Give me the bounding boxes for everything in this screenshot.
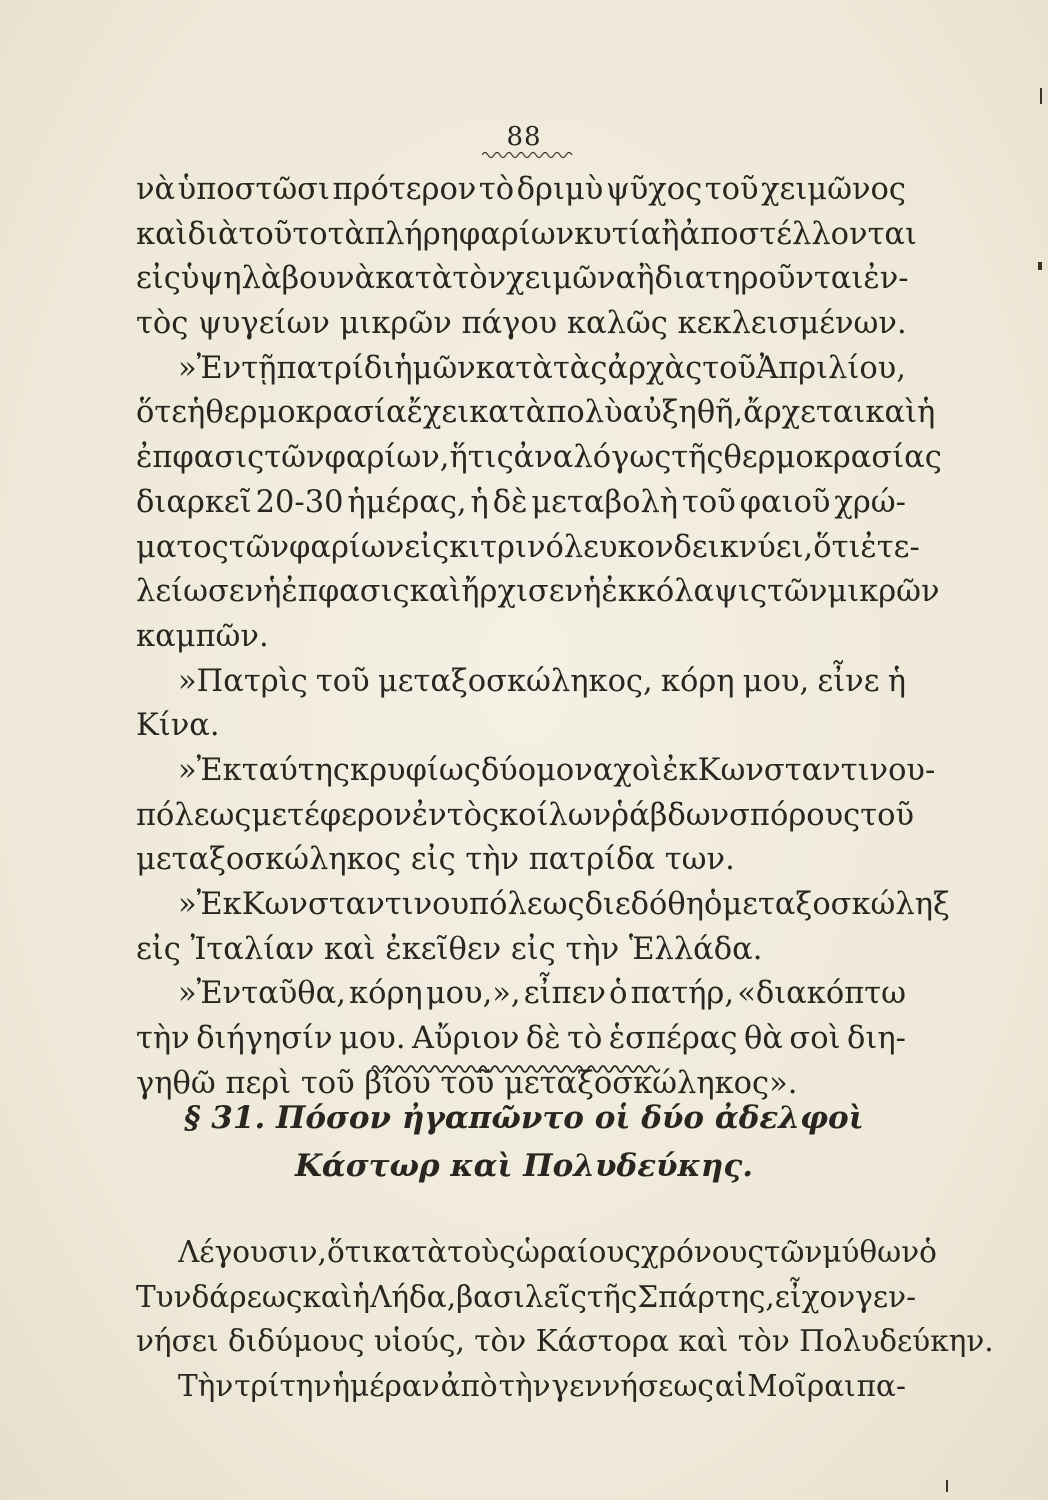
- edge-mark: [1040, 88, 1042, 104]
- body-text-line: τὴν διήγησίν μου. Αὔριον δὲ τὸ ἑσπέρας θὰ σοὶ διη-: [136, 1021, 906, 1057]
- body-text-line: ἐπφασις τῶν φαρίων, ἥτις ἀναλόγως τῆς θερμοκρασίας: [136, 440, 942, 476]
- body-text-line: λείωσεν ἡ ἐπφασις καὶ ἤρχισεν ἡ ἐκκόλαψις τῶν μικρῶν: [136, 574, 940, 610]
- body-text-line: νήσει διδύμους υἱούς, τὸν Κάστορα καὶ τὸν Πολυδεύκην.: [136, 1324, 994, 1358]
- body-text-line: »Ἐν τῇ πατρίδι ἡμῶν κατὰ τὰς ἀρχὰς τοῦ Ἀπριλίου,: [178, 350, 906, 386]
- body-text-line: καὶ διὰ τοῦτο τὰ πλήρη φαρίων κυτία ἢ ἀποστέλλονται: [136, 216, 917, 252]
- body-text-line: »Ἐκ ταύτης κρυφίως δύο μοναχοὶ ἐκ Κωνσταντινου-: [178, 752, 936, 788]
- body-text-line: »Ἐκ Κωνσταντινουπόλεως διεδόθη ὁ μεταξοσκώληξ: [178, 887, 950, 922]
- body-text-line: ματος τῶν φαρίων εἰς κιτρινόλευκον δεικνύει, ὅτι ἐτε-: [136, 529, 920, 565]
- body-text-line: μεταξοσκώληκος εἰς τὴν πατρίδα των.: [136, 842, 735, 878]
- section-divider-ornament: [370, 1062, 660, 1076]
- page-number-ornament: [482, 150, 574, 160]
- body-text-line: »Πατρὶς τοῦ μεταξοσκώληκος, κόρη μου, εἶνε ἡ: [178, 663, 906, 699]
- body-text-line: Τυνδάρεως καὶ ἡ Λήδα, βασιλεῖς τῆς Σπάρτης, εἶχον γεν-: [136, 1279, 917, 1314]
- body-text-line: διαρκεῖ 20-30 ἡμέρας, ἡ δὲ μεταβολὴ τοῦ φαιοῦ χρώ-: [136, 484, 906, 520]
- body-text-line: Λέγουσιν, ὅτι κατὰ τοὺς ὡραίους χρόνους τῶν μύθων ὁ: [178, 1235, 937, 1269]
- body-text-top: [136, 168, 950, 1106]
- body-text-line: »Ἐνταῦθα, κόρη μου,», εἶπεν ὁ πατήρ, «διακόπτω: [178, 976, 906, 1012]
- body-text-line: γηθῶ περὶ τοῦ βίου τοῦ μεταξοσκώληκος».: [136, 1065, 798, 1101]
- body-text-bottom: [136, 1230, 994, 1408]
- body-text-line: Κίνα.: [136, 708, 220, 744]
- page-number: 88: [506, 122, 542, 152]
- edge-mark: [946, 1480, 948, 1492]
- body-text-line: νὰ ὑποστῶσι πρότερον τὸ δριμὺ ψῦχος τοῦ χειμῶνος: [136, 172, 906, 207]
- edge-mark: [1038, 262, 1042, 270]
- body-text-line: εἰς ὑψηλὰ βουνὰ κατὰ τὸν χειμῶνα ἢ διατηροῦνται ἐν-: [136, 261, 909, 297]
- body-text-line: τὸς ψυγείων μικρῶν πάγου καλῶς κεκλεισμένων.: [136, 306, 907, 342]
- body-text-line: εἰς Ἰταλίαν καὶ ἐκεῖθεν εἰς τὴν Ἑλλάδα.: [136, 931, 763, 967]
- body-text-line: Τὴν τρίτην ἡμέραν ἀπὸ τὴν γεννήσεως αἱ Μοῖραι πα-: [178, 1368, 906, 1403]
- section-heading-line-1: § 31. Πόσον ἠγαπῶντο οἱ δύο ἀδελφοὶ: [184, 1100, 864, 1136]
- body-text-line: πόλεως μετέφερον ἐντὸς κοίλων ῥάβδων σπόρους τοῦ: [136, 797, 915, 833]
- section-heading-line-2: Κάστωρ καὶ Πολυδεύκης.: [294, 1148, 753, 1184]
- body-text-line: ὅτε ἡ θερμοκρασία ἔχει κατὰ πολὺ αὐξηθῆ, ἄρχεται καὶ ἡ: [136, 395, 936, 431]
- body-text-line: καμπῶν.: [136, 618, 269, 654]
